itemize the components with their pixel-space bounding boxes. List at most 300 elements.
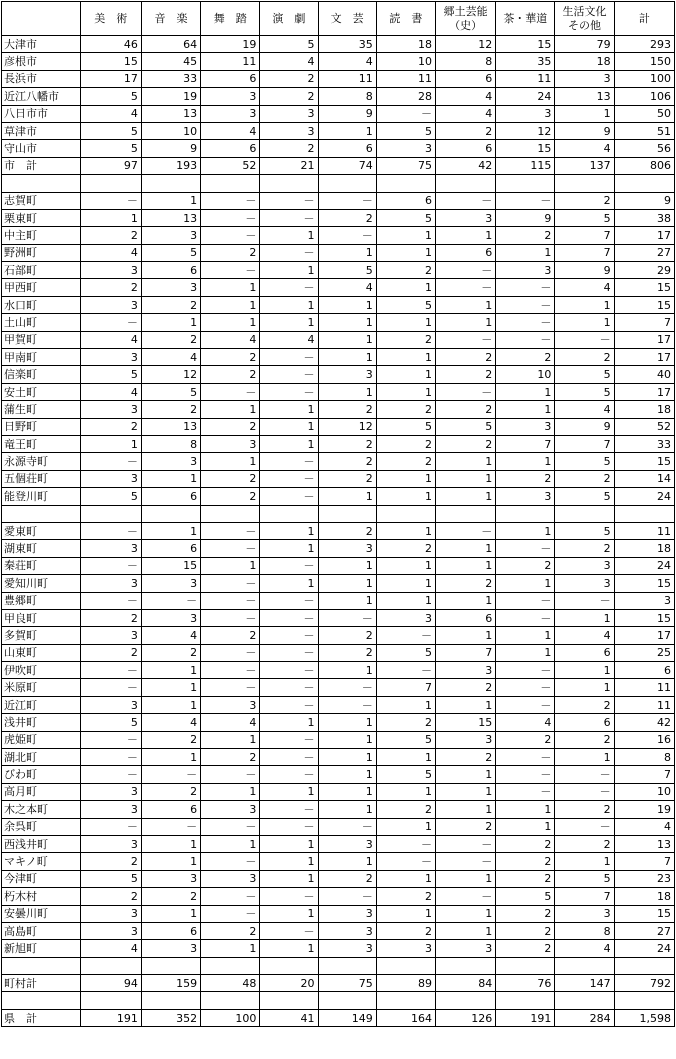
cell-music: 3 [141,279,200,296]
table-row [2,557,675,574]
cell-drama: － [260,592,318,609]
cell-drama: 1 [260,853,318,870]
cell-reading: 1 [376,279,435,296]
table-row [2,227,675,244]
cell-dance: 1 [201,731,260,748]
table-row [2,870,675,887]
cell-dance: 2 [201,349,260,366]
cell-total: 16 [614,731,674,748]
cell-music: 10 [141,122,200,139]
empty-cell [555,505,614,522]
cell-dance: － [201,209,260,226]
cell-art: － [80,679,141,696]
cell-music: － [141,818,200,835]
cell-music: 45 [141,53,200,70]
cell-dance: － [201,609,260,626]
cell-literature: 5 [318,262,376,279]
municipality-name: 信楽町 [2,366,81,383]
column-header-total [614,2,674,36]
cell-literature: 2 [318,209,376,226]
cell-tea_flower: － [496,540,555,557]
cell-music: 1 [141,314,200,331]
cell-art: － [80,453,141,470]
cell-folk: 3 [435,940,495,957]
cell-tea_flower: － [496,766,555,783]
cell-art: 3 [80,470,141,487]
cell-life_culture: 2 [555,470,614,487]
municipality-name: 中主町 [2,227,81,244]
municipality-name: 彦根市 [2,53,81,70]
cell-tea_flower: 3 [496,262,555,279]
cell-music: 64 [141,36,200,53]
cell-tea_flower: 2 [496,835,555,852]
empty-cell [318,992,376,1009]
table-body [2,36,675,1027]
cell-music: 6 [141,488,200,505]
cell-reading: 1 [376,383,435,400]
cell-life_culture: 9 [555,122,614,139]
cell-folk: 1 [435,314,495,331]
cell-reading: － [376,105,435,122]
cell-life_culture: 79 [555,36,614,53]
column-header-name [2,2,81,36]
municipality-name: 市 計 [2,157,81,174]
cell-dance: － [201,662,260,679]
cell-folk: 1 [435,627,495,644]
cell-music: 4 [141,627,200,644]
table-row [2,522,675,539]
cell-total: 17 [614,331,674,348]
cell-drama: － [260,470,318,487]
cell-literature: 1 [318,331,376,348]
cell-life_culture: 4 [555,940,614,957]
cell-tea_flower: 3 [496,105,555,122]
empty-cell [435,957,495,974]
cell-music: 6 [141,801,200,818]
cell-art: 46 [80,36,141,53]
cell-drama: － [260,366,318,383]
cell-tea_flower: 5 [496,888,555,905]
cell-folk: 2 [435,575,495,592]
cell-literature: 1 [318,766,376,783]
cell-dance: 2 [201,244,260,261]
column-header-label: 演 劇 [272,11,306,25]
cell-literature: 11 [318,70,376,87]
cell-reading: 2 [376,922,435,939]
cell-dance: 3 [201,105,260,122]
cell-life_culture: 9 [555,418,614,435]
cell-reading: － [376,627,435,644]
cell-life_culture: 284 [555,1009,614,1026]
cell-life_culture: 2 [555,835,614,852]
cell-total: 7 [614,766,674,783]
cell-total: 15 [614,296,674,313]
cell-music: － [141,592,200,609]
municipality-name: 今津町 [2,870,81,887]
cell-life_culture: 7 [555,888,614,905]
cell-dance: 2 [201,488,260,505]
cell-music: 1 [141,905,200,922]
cell-life_culture: 3 [555,905,614,922]
cell-art: 15 [80,53,141,70]
cell-art: 2 [80,853,141,870]
cell-drama: 3 [260,105,318,122]
cell-drama: － [260,888,318,905]
cell-tea_flower: 2 [496,731,555,748]
cell-total: 15 [614,453,674,470]
municipality-name: 土山町 [2,314,81,331]
cell-drama: 1 [260,905,318,922]
cell-art: － [80,766,141,783]
cell-dance: 4 [201,714,260,731]
cell-music: 15 [141,557,200,574]
empty-cell [201,505,260,522]
column-header-sublabel: （史） [449,18,483,32]
table-row [2,853,675,870]
cell-dance: － [201,644,260,661]
cell-tea_flower: － [496,749,555,766]
cell-reading: 5 [376,209,435,226]
empty-cell [80,505,141,522]
cell-tea_flower: 35 [496,53,555,70]
cell-reading: 1 [376,522,435,539]
cell-drama: 1 [260,227,318,244]
cell-art: 4 [80,940,141,957]
cell-art: 3 [80,540,141,557]
cell-literature: 1 [318,783,376,800]
cell-folk: 1 [435,766,495,783]
cell-drama: 1 [260,314,318,331]
cell-literature: 4 [318,279,376,296]
cell-reading: 1 [376,696,435,713]
cell-music: 1 [141,679,200,696]
cell-life_culture: 5 [555,870,614,887]
municipality-name: 石部町 [2,262,81,279]
cell-reading: 28 [376,88,435,105]
column-header-label: 読 書 [389,11,423,25]
cell-reading: 2 [376,435,435,452]
cell-total: 14 [614,470,674,487]
cell-art: 3 [80,783,141,800]
cell-drama: － [260,383,318,400]
cell-tea_flower: 1 [496,401,555,418]
cell-life_culture: 7 [555,227,614,244]
cell-tea_flower: 1 [496,801,555,818]
cell-art: 5 [80,366,141,383]
cell-life_culture: 2 [555,731,614,748]
municipality-name: 甲南町 [2,349,81,366]
cell-dance: 1 [201,783,260,800]
cell-drama: － [260,209,318,226]
empty-cell [555,957,614,974]
cell-total: 13 [614,835,674,852]
cell-reading: － [376,662,435,679]
cell-total: 10 [614,783,674,800]
table-row [2,53,675,70]
cell-art: － [80,731,141,748]
cell-tea_flower: 1 [496,522,555,539]
cell-tea_flower: 2 [496,227,555,244]
cell-literature: 1 [318,488,376,505]
municipality-name: 多賀町 [2,627,81,644]
table-header [2,2,675,36]
cell-music: 1 [141,696,200,713]
municipality-name: 蒲生町 [2,401,81,418]
cell-reading: 5 [376,731,435,748]
cell-music: 8 [141,435,200,452]
cell-art: 2 [80,227,141,244]
cell-folk: 126 [435,1009,495,1026]
cell-reading: 2 [376,262,435,279]
cell-tea_flower: － [496,279,555,296]
empty-cell [141,957,200,974]
cell-reading: 2 [376,453,435,470]
cell-dance: 2 [201,418,260,435]
municipality-name: 甲西町 [2,279,81,296]
cell-total: 150 [614,53,674,70]
cell-dance: － [201,575,260,592]
municipality-name: 永源寺町 [2,453,81,470]
cell-literature: 1 [318,731,376,748]
cell-folk: － [435,279,495,296]
table-row [2,244,675,261]
cell-art: 5 [80,870,141,887]
municipality-name: 近江八幡市 [2,88,81,105]
cell-art: 4 [80,105,141,122]
cell-reading: 1 [376,870,435,887]
cell-music: 2 [141,731,200,748]
cell-drama: － [260,349,318,366]
empty-cell [80,175,141,192]
cell-life_culture: 1 [555,609,614,626]
cell-folk: － [435,835,495,852]
cell-reading: 6 [376,192,435,209]
table-row [2,401,675,418]
cell-drama: － [260,488,318,505]
column-header-music [141,2,200,36]
cell-tea_flower: 2 [496,905,555,922]
cell-music: 3 [141,575,200,592]
cell-drama: － [260,731,318,748]
cell-life_culture: － [555,592,614,609]
cell-life_culture: 5 [555,209,614,226]
cell-dance: 3 [201,801,260,818]
cell-total: 15 [614,279,674,296]
cell-art: 2 [80,418,141,435]
cell-dance: 6 [201,70,260,87]
cell-art: 5 [80,488,141,505]
cell-art: 3 [80,835,141,852]
cell-life_culture: － [555,818,614,835]
cell-drama: 2 [260,140,318,157]
cell-folk: － [435,262,495,279]
cell-life_culture: 137 [555,157,614,174]
cell-literature: 2 [318,522,376,539]
cell-reading: － [376,835,435,852]
empty-cell [376,175,435,192]
cell-tea_flower: － [496,192,555,209]
cell-literature: 3 [318,835,376,852]
cell-life_culture: 147 [555,975,614,992]
cell-drama: 3 [260,122,318,139]
cell-life_culture: 8 [555,922,614,939]
cell-dance: － [201,227,260,244]
municipality-name: 豊郷町 [2,592,81,609]
header-row [2,2,675,36]
cell-music: 3 [141,870,200,887]
cell-literature: 4 [318,53,376,70]
cell-music: 12 [141,366,200,383]
cell-dance: 1 [201,279,260,296]
cell-dance: 48 [201,975,260,992]
cell-art: － [80,522,141,539]
cell-life_culture: 4 [555,401,614,418]
cell-art: 3 [80,801,141,818]
cell-life_culture: 4 [555,279,614,296]
cell-literature: 74 [318,157,376,174]
empty-cell [614,992,674,1009]
cell-music: 2 [141,783,200,800]
cell-drama: 1 [260,783,318,800]
cell-folk: 42 [435,157,495,174]
cell-drama: 2 [260,88,318,105]
cell-drama: 4 [260,331,318,348]
cell-folk: 12 [435,36,495,53]
cell-reading: 3 [376,140,435,157]
cell-art: － [80,662,141,679]
cell-reading: 1 [376,818,435,835]
empty-cell [141,175,200,192]
cell-reading: 1 [376,349,435,366]
cell-music: 13 [141,105,200,122]
cell-life_culture: 1 [555,314,614,331]
cell-art: 3 [80,262,141,279]
cell-art: 2 [80,609,141,626]
cell-folk: 6 [435,609,495,626]
cell-tea_flower: 1 [496,644,555,661]
cell-music: 159 [141,975,200,992]
table-row [2,540,675,557]
cell-folk: 1 [435,296,495,313]
cell-folk: 4 [435,105,495,122]
empty-cell [318,505,376,522]
cell-dance: 1 [201,835,260,852]
table-row [2,435,675,452]
cell-dance: － [201,540,260,557]
cell-reading: 5 [376,122,435,139]
cell-drama: 1 [260,575,318,592]
cell-reading: 5 [376,296,435,313]
cell-tea_flower: 115 [496,157,555,174]
cell-literature: － [318,192,376,209]
cell-literature: 2 [318,435,376,452]
empty-cell [318,957,376,974]
cell-reading: 2 [376,801,435,818]
table-row [2,905,675,922]
cell-music: 6 [141,922,200,939]
table-row [2,662,675,679]
cell-tea_flower: － [496,314,555,331]
cell-total: 792 [614,975,674,992]
cell-music: － [141,766,200,783]
cell-tea_flower: 10 [496,366,555,383]
cell-folk: 1 [435,488,495,505]
cell-folk: 1 [435,592,495,609]
municipality-name: 浅井町 [2,714,81,731]
cell-literature: 3 [318,540,376,557]
cell-art: 2 [80,644,141,661]
cell-tea_flower: － [496,696,555,713]
table-row [2,922,675,939]
cell-life_culture: 18 [555,53,614,70]
column-header-sublabel: その他 [568,18,602,32]
table-row [2,818,675,835]
empty-cell [496,175,555,192]
table-row [2,262,675,279]
municipality-name: 日野町 [2,418,81,435]
cell-folk: － [435,331,495,348]
cell-music: 352 [141,1009,200,1026]
cell-dance: 4 [201,122,260,139]
cell-literature: 1 [318,244,376,261]
municipality-name: 甲良町 [2,609,81,626]
cell-dance: 1 [201,401,260,418]
table-row [2,679,675,696]
cell-literature: 35 [318,36,376,53]
cell-tea_flower: 1 [496,627,555,644]
cell-music: 33 [141,70,200,87]
cell-dance: － [201,818,260,835]
cell-art: 1 [80,209,141,226]
cell-folk: 1 [435,696,495,713]
cell-literature: 1 [318,853,376,870]
cell-dance: 19 [201,36,260,53]
municipality-name: 虎姫町 [2,731,81,748]
cell-art: 4 [80,244,141,261]
cell-music: 2 [141,401,200,418]
cell-reading: 5 [376,418,435,435]
cell-folk: 1 [435,470,495,487]
cell-life_culture: 2 [555,801,614,818]
table-row [2,296,675,313]
cell-reading: 3 [376,609,435,626]
cell-reading: 7 [376,679,435,696]
cell-reading: 2 [376,714,435,731]
cell-folk: － [435,522,495,539]
cell-literature: － [318,227,376,244]
table-row [2,383,675,400]
cell-total: 52 [614,418,674,435]
cell-total: 15 [614,609,674,626]
cell-drama: － [260,922,318,939]
cell-life_culture: 2 [555,540,614,557]
cell-dance: 2 [201,366,260,383]
culture-groups-table [1,1,675,1027]
cell-literature: 1 [318,122,376,139]
cell-life_culture: 3 [555,70,614,87]
cell-total: 8 [614,749,674,766]
empty-cell [614,505,674,522]
cell-total: 17 [614,383,674,400]
cell-tea_flower: － [496,592,555,609]
cell-tea_flower: 2 [496,922,555,939]
empty-cell [614,957,674,974]
cell-tea_flower: 15 [496,140,555,157]
cell-folk: 2 [435,401,495,418]
cell-drama: 1 [260,262,318,279]
cell-folk: 7 [435,644,495,661]
table-row [2,609,675,626]
